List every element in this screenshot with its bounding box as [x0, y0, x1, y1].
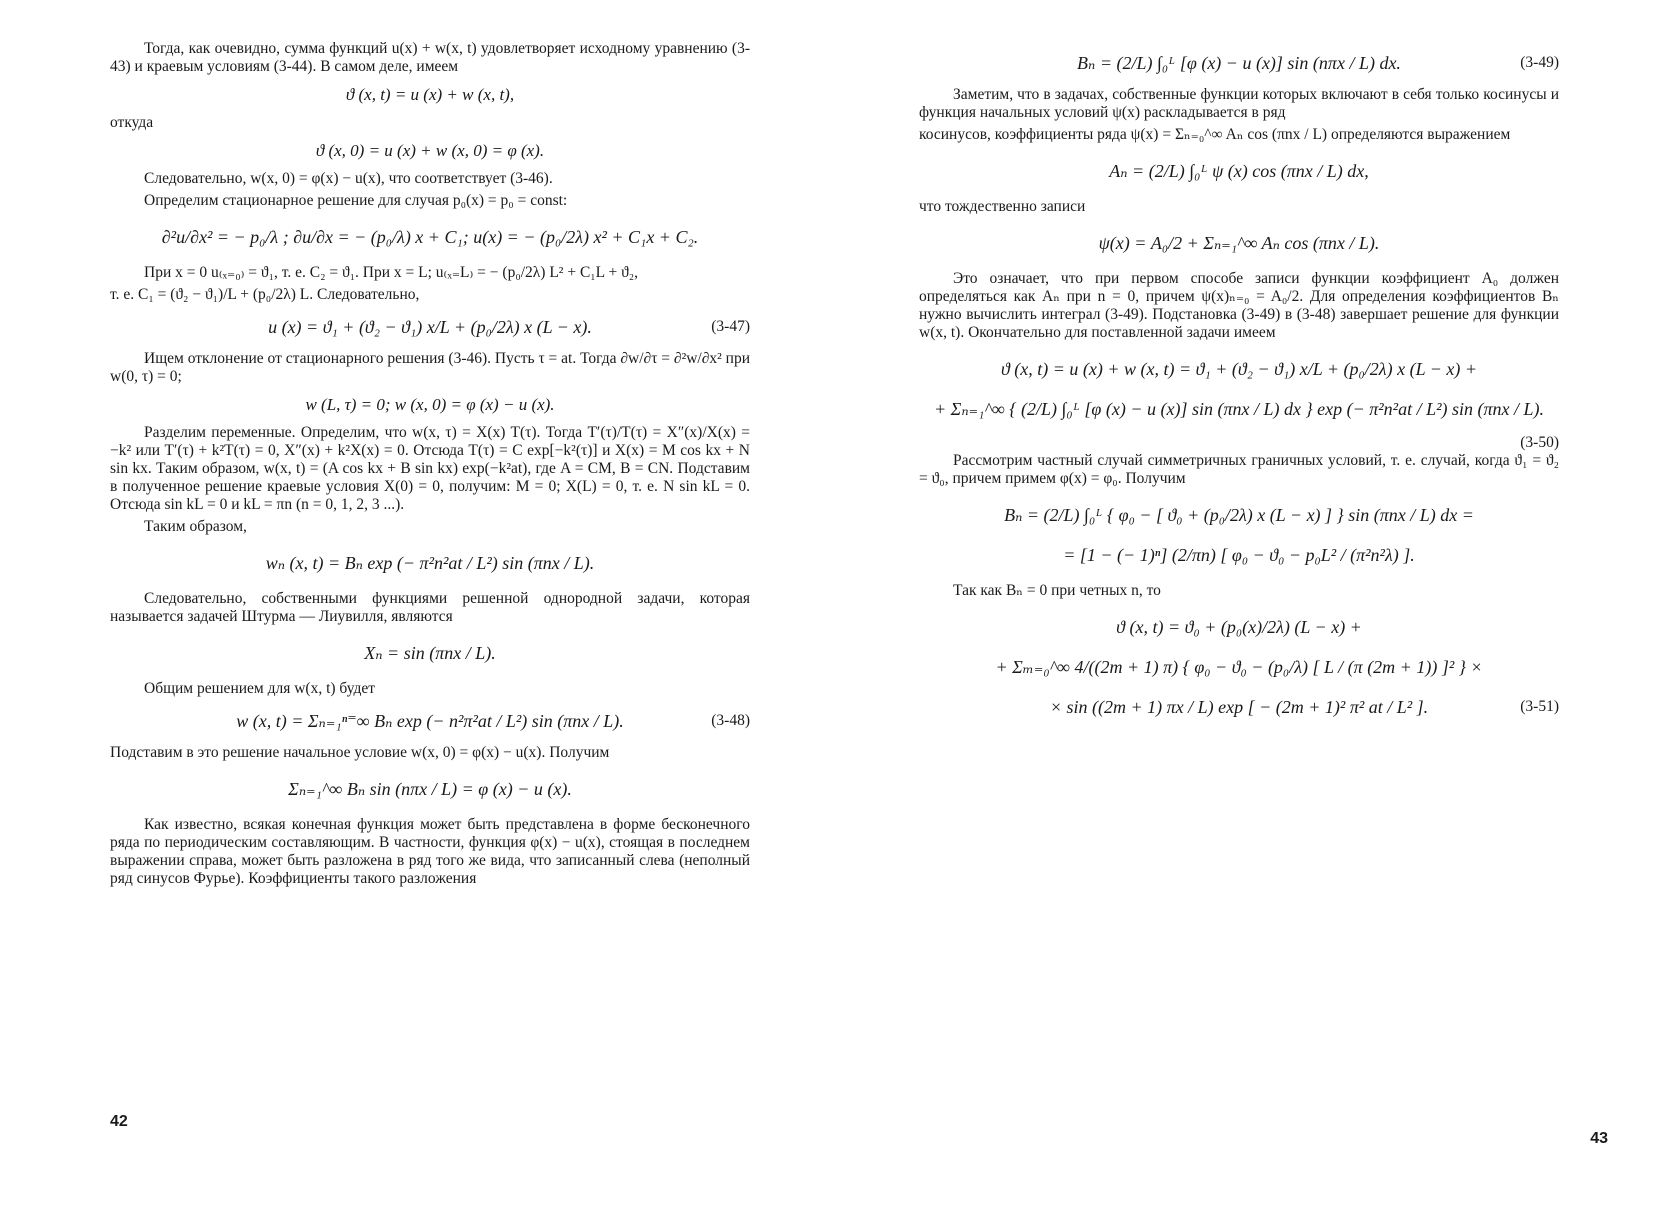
paragraph: Определим стационарное решение для случая p₀(x) = p₀ = const:	[144, 192, 568, 209]
paragraph: т. е. C₁ = (ϑ₂ − ϑ₁)/L + (p₀/2λ) L. Следовательно,	[110, 286, 420, 303]
equation: Aₙ = (2/L) ∫₀ᴸ ψ (x) cos (πnx / L) dx,	[1109, 161, 1369, 181]
paragraph: что тождественно записи	[919, 198, 1086, 215]
equation: + Σₙ₌₁^∞ { (2/L) ∫₀ᴸ [φ (x) − u (x)] sin (πnx / L) dx } exp (− π²n²at / L²) sin (πnx / L).	[933, 399, 1544, 419]
paragraph: Тогда, как очевидно, сумма функций u(x) + w(x, t) удовлетворяет исходному уравнению (3-43) и краевым условиям (3-44). В самом деле, имеем	[110, 40, 750, 75]
page-number: 42	[110, 1113, 128, 1130]
equation: Bₙ = (2/L) ∫₀ᴸ [φ (x) − u (x)] sin (nπx / L) dx.	[1077, 53, 1401, 73]
paragraph: Так как Bₙ = 0 при четных n, то	[953, 582, 1161, 599]
paragraph: откуда	[110, 114, 154, 131]
equation: ϑ (x, t) = ϑ₀ + (p₀(x)/2λ) (L − x) +	[1116, 617, 1362, 637]
equation: Xₙ = sin (πnx / L).	[364, 643, 496, 663]
paragraph: Это означает, что при первом способе записи функции коэффициент A₀ должен определяться как Aₙ при n = 0, причем ψ(x)ₙ₌₀ = A₀/2. Для определения коэффициентов Bₙ нужно вычислить интеграл (3-49). Подстановка (3-49) в (3-48) завершает решение для функции w(x, t). Окончательно для поставленной задачи имеем	[919, 270, 1559, 341]
equation: w (x, t) = Σₙ₌₁ⁿ⁼∞ Bₙ exp (− n²π²at / L²) sin (πnx / L).	[236, 711, 624, 731]
equation-number: (3-48)	[711, 712, 750, 729]
paragraph: Заметим, что в задачах, собственные функции которых включают в себя только косинусы и функция начальных условий ψ(x) раскладывается в ряд	[919, 86, 1559, 121]
equation: ϑ (x, 0) = u (x) + w (x, 0) = φ (x).	[315, 141, 545, 160]
equation-number: (3-47)	[711, 318, 750, 335]
paragraph: Ищем отклонение от стационарного решения (3-46). Пусть τ = at. Тогда ∂w/∂τ = ∂²w/∂x² при w(0, τ) = 0;	[110, 350, 750, 385]
paragraph: Разделим переменные. Определим, что w(x, τ) = X(x) T(τ). Тогда T′(τ)/T(τ) = X″(x)/X(x) = −k² или T′(τ) + k²T(τ) = 0, X″(x) + k²X(x) = 0. Отсюда T(τ) = C exp[−k²(τ)] и X(x) = M cos kx + N sin kx. Таким образом, w(x, t) = (A cos kx + B sin kx) exp(−k²at), где A = CM, B = CN. Подставим в полученное решение краевые условия X(0) = 0, получим: M = 0; X(L) = 0, т. е. N sin kL = 0. Отсюда sin kL = 0 и kL = πn (n = 0, 1, 2, 3 ...).	[110, 424, 750, 513]
equation: ϑ (x, t) = u (x) + w (x, t),	[345, 85, 515, 104]
paragraph: Как известно, всякая конечная функция может быть представлена в форме бесконечного ряда по периодическим составляющим. В частности, функция φ(x) − u(x), стоящая в последнем выражении справа, может быть разложена в ряд того же вида, что записанный слева (неполный ряд синусов Фурье). Коэффициенты такого разложения	[110, 816, 750, 887]
equation-row-3-51	[919, 694, 1559, 720]
equation: × sin ((2m + 1) πx / L) exp [ − (2m + 1)² π² at / L² ].	[1049, 697, 1429, 717]
equation: Bₙ = (2/L) ∫₀ᴸ { φ₀ − [ ϑ₀ + (p₀/2λ) x (L − x) ] } sin (πnx / L) dx =	[1004, 505, 1474, 525]
equation: wₙ (x, t) = Bₙ exp (− π²n²at / L²) sin (πnx / L).	[265, 553, 595, 573]
page-number: 43	[1590, 1130, 1608, 1147]
paragraph: Следовательно, собственными функциями решенной однородной задачи, которая называется задачей Штурма — Лиувилля, являются	[110, 590, 750, 625]
equation-row-3-49	[919, 50, 1559, 76]
left-text-column	[110, 40, 750, 892]
right-text-column	[919, 40, 1559, 730]
paragraph: Следовательно, w(x, 0) = φ(x) − u(x), что соответствует (3-46).	[144, 170, 553, 187]
equation: u (x) = ϑ₁ + (ϑ₂ − ϑ₁) x/L + (p₀/2λ) x (L − x).	[268, 317, 592, 337]
equation-stationary: ∂²u/∂x² = − p₀/λ ; ∂u/∂x = − (p₀/λ) x + C₁; u(x) = − (p₀/2λ) x² + C₁x + C₂.	[161, 227, 699, 247]
paragraph: Общим решением для w(x, t) будет	[144, 680, 376, 697]
paragraph: Подставим в это решение начальное условие w(x, 0) = φ(x) − u(x). Получим	[110, 744, 610, 761]
paragraph: косинусов, коэффициенты ряда ψ(x) = Σₙ₌₀^∞ Aₙ cos (πnx / L) определяются выражением	[919, 126, 1511, 143]
equation: = [1 − (− 1)ⁿ] (2/πn) [ φ₀ − ϑ₀ − p₀L² / (π²n²λ) ].	[1063, 545, 1415, 565]
equation: ϑ (x, t) = u (x) + w (x, t) = ϑ₁ + (ϑ₂ − ϑ₁) x/L + (p₀/2λ) x (L − x) +	[1000, 359, 1478, 379]
equation-row-3-48	[110, 708, 750, 734]
paragraph: Рассмотрим частный случай симметричных граничных условий, т. е. случай, когда ϑ₁ = ϑ₂ = ϑ₀, причем примем φ(x) = φ₀. Получим	[919, 452, 1559, 487]
equation: w (L, τ) = 0; w (x, 0) = φ (x) − u (x).	[305, 395, 555, 414]
equation-number: (3-49)	[1520, 54, 1559, 71]
equation: Σₙ₌₁^∞ Bₙ sin (nπx / L) = φ (x) − u (x).	[288, 779, 572, 799]
paragraph: Таким образом,	[144, 518, 247, 535]
equation-number: (3-51)	[1520, 698, 1559, 715]
equation: ψ(x) = A₀/2 + Σₙ₌₁^∞ Aₙ cos (πnx / L).	[1098, 233, 1380, 253]
equation-row-3-47	[110, 314, 750, 340]
right-page	[839, 0, 1678, 1220]
equation: + Σₘ₌₀^∞ 4/((2m + 1) π) { φ₀ − ϑ₀ − (p₀/λ) [ L / (π (2m + 1)) ]² } ×	[995, 657, 1483, 677]
paragraph: При x = 0 u₍ₓ₌₀₎ = ϑ₁, т. е. C₂ = ϑ₁. При x = L; u₍ₓ₌L₎ = − (p₀/2λ) L² + C₁L + ϑ₂,	[144, 264, 639, 281]
equation-number: (3-50)	[1520, 434, 1559, 451]
